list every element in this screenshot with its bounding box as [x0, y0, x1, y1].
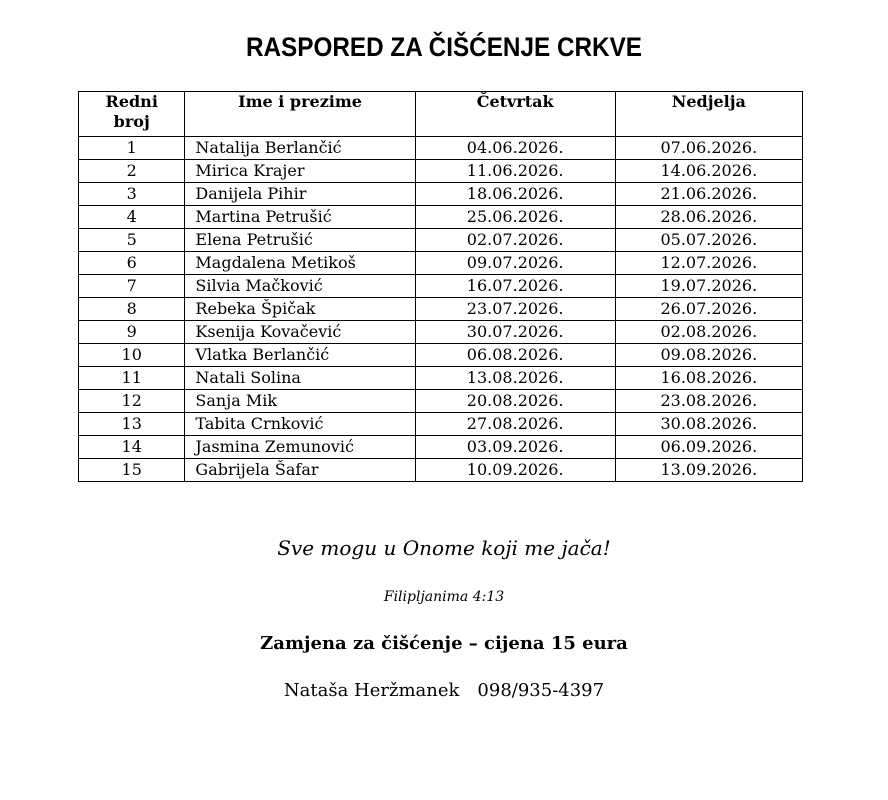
row-sunday: 28.06.2026. [615, 206, 802, 229]
row-sunday: 30.08.2026. [615, 413, 802, 436]
row-thursday: 02.07.2026. [415, 229, 615, 252]
row-thursday: 03.09.2026. [415, 436, 615, 459]
row-thursday: 23.07.2026. [415, 298, 615, 321]
row-name: Silvia Mačković [185, 275, 415, 298]
table-row [79, 206, 803, 229]
row-thursday: 09.07.2026. [415, 252, 615, 275]
row-num: 10 [79, 344, 185, 367]
row-sunday: 12.07.2026. [615, 252, 802, 275]
table-header-row [79, 92, 803, 137]
row-num: 2 [79, 160, 185, 183]
bible-reference: Filipljanima 4:13 [383, 589, 505, 605]
table-row [79, 160, 803, 183]
row-thursday: 06.08.2026. [415, 344, 615, 367]
table-row [79, 275, 803, 298]
table-row [79, 183, 803, 206]
cleaning-schedule-table [78, 91, 803, 482]
row-sunday: 21.06.2026. [615, 183, 802, 206]
row-sunday: 06.09.2026. [615, 436, 802, 459]
table-row [79, 252, 803, 275]
row-thursday: 13.08.2026. [415, 367, 615, 390]
header-thursday: Četvrtak [415, 92, 615, 137]
row-num: 7 [79, 275, 185, 298]
contact-name: Nataša Heržmanek [283, 680, 460, 701]
row-num: 4 [79, 206, 185, 229]
row-sunday: 26.07.2026. [615, 298, 802, 321]
table-row [79, 367, 803, 390]
table-row [79, 298, 803, 321]
row-name: Elena Petrušić [185, 229, 415, 252]
bible-quote: Sve mogu u Onome koji me jača! [277, 536, 611, 560]
header-name: Ime i prezime [185, 92, 415, 137]
table-row [79, 229, 803, 252]
row-name: Jasmina Zemunović [185, 436, 415, 459]
row-num: 13 [79, 413, 185, 436]
row-name: Martina Petrušić [185, 206, 415, 229]
row-sunday: 14.06.2026. [615, 160, 802, 183]
table-row [79, 459, 803, 482]
row-num: 8 [79, 298, 185, 321]
row-name: Sanja Mik [185, 390, 415, 413]
row-name: Ksenija Kovačević [185, 321, 415, 344]
row-thursday: 27.08.2026. [415, 413, 615, 436]
row-sunday: 16.08.2026. [615, 367, 802, 390]
row-sunday: 23.08.2026. [615, 390, 802, 413]
row-name: Rebeka Špičak [185, 298, 415, 321]
row-thursday: 25.06.2026. [415, 206, 615, 229]
header-sunday: Nedjelja [615, 92, 802, 137]
row-num: 14 [79, 436, 185, 459]
page-title: RASPORED ZA ČIŠĆENJE CRKVE [245, 32, 643, 62]
row-sunday: 07.06.2026. [615, 137, 802, 160]
row-num: 3 [79, 183, 185, 206]
row-num: 11 [79, 367, 185, 390]
row-num: 9 [79, 321, 185, 344]
row-num: 6 [79, 252, 185, 275]
row-name: Natali Solina [185, 367, 415, 390]
row-thursday: 04.06.2026. [415, 137, 615, 160]
row-thursday: 30.07.2026. [415, 321, 615, 344]
row-num: 12 [79, 390, 185, 413]
table-row [79, 436, 803, 459]
table-row [79, 137, 803, 160]
row-num: 1 [79, 137, 185, 160]
table-row [79, 413, 803, 436]
row-num: 15 [79, 459, 185, 482]
row-sunday: 02.08.2026. [615, 321, 802, 344]
row-sunday: 05.07.2026. [615, 229, 802, 252]
row-name: Tabita Crnković [185, 413, 415, 436]
header-num: Redni broj [79, 92, 185, 137]
row-thursday: 10.09.2026. [415, 459, 615, 482]
row-thursday: 20.08.2026. [415, 390, 615, 413]
row-thursday: 18.06.2026. [415, 183, 615, 206]
table-row [79, 390, 803, 413]
replacement-offer: Zamjena za čišćenje – cijena 15 eura [260, 633, 628, 654]
contact-phone: 098/935-4397 [477, 680, 605, 701]
table-row [79, 321, 803, 344]
contact-info [0, 680, 888, 701]
row-name: Mirica Krajer [185, 160, 415, 183]
row-name: Magdalena Metikoš [185, 252, 415, 275]
row-sunday: 09.08.2026. [615, 344, 802, 367]
row-name: Vlatka Berlančić [185, 344, 415, 367]
row-sunday: 19.07.2026. [615, 275, 802, 298]
row-name: Natalija Berlančić [185, 137, 415, 160]
table-row [79, 344, 803, 367]
row-num: 5 [79, 229, 185, 252]
row-sunday: 13.09.2026. [615, 459, 802, 482]
row-name: Danijela Pihir [185, 183, 415, 206]
row-thursday: 16.07.2026. [415, 275, 615, 298]
row-thursday: 11.06.2026. [415, 160, 615, 183]
row-name: Gabrijela Šafar [185, 459, 415, 482]
